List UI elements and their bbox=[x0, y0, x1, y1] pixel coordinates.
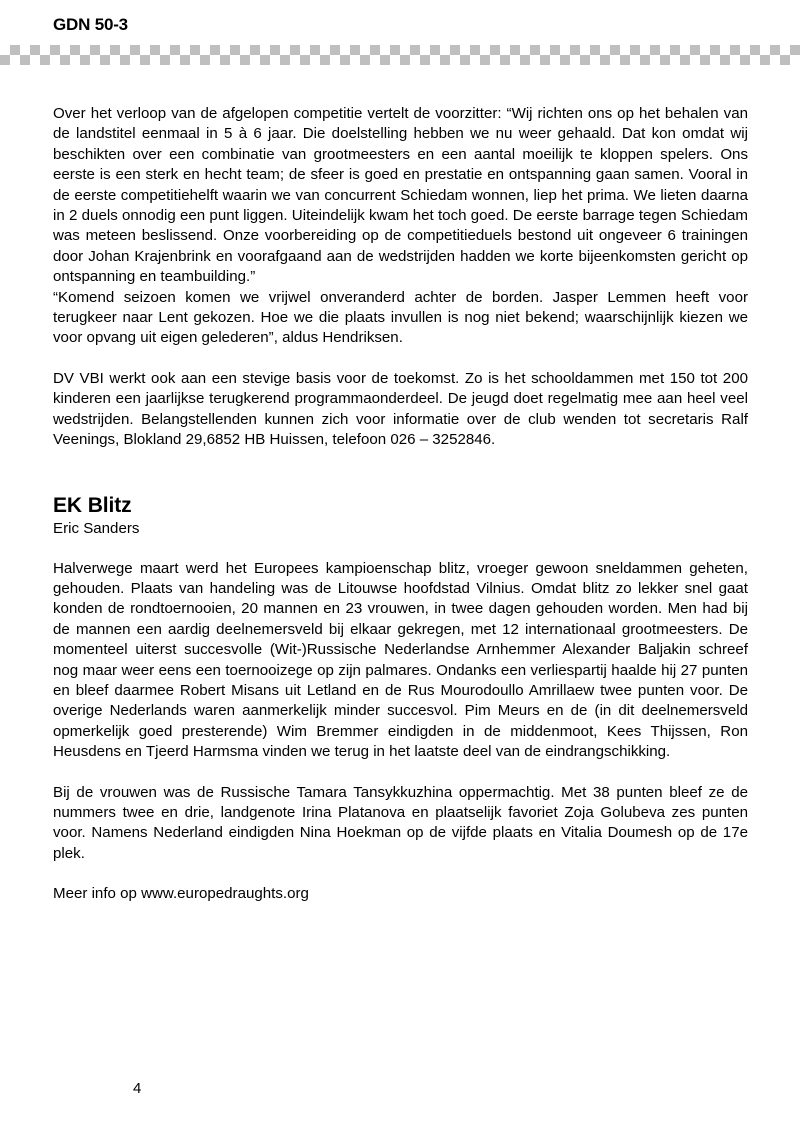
paragraph-next-season-quote: “Komend seizoen komen we vrijwel onveranderd achter de borden. Jasper Lemmen heeft voor terugkeer naar Lent gekozen. Hoe we die plaats invullen is nog niet bekend; waarschijnlijk kiezen we voor opvang uit eigen gelederen”, aldus Hendriksen. bbox=[53, 288, 748, 347]
paragraph-competition-review: Over het verloop van de afgelopen competitie vertelt de voorzitter: “Wij richten ons op het behalen van de landstitel eenmaal in 5 à 6 jaar. Die doelstelling hebben we nu weer gehaald. Dat kon omdat wij beschikten over een combinatie van grootmeesters en een aantal moeilijk te kloppen spelers. Ons eerste is een sterk en hecht team; de sfeer is goed en prestatie en ontspanning gaan samen. Vooral in de eerste competitiehelft waarin we van concurrent Schiedam wonnen, liep het prima. We lieten daarna in 2 duels onnodig een punt liggen. Uiteindelijk kwam het toch goed. De eerste barrage tegen Schiedam was meteen beslissend. Onze voorbereiding op de competitieduels bestond uit ongeveer 6 trainingen door Johan Krajenbrink en voorafgaand aan de wedstrijden hadden we korte bijeenkomsten gericht op ontspanning en teambuilding.” bbox=[53, 105, 748, 286]
page-number: 4 bbox=[133, 1080, 142, 1097]
checkerboard-divider bbox=[0, 45, 800, 65]
byline-spacer bbox=[53, 539, 748, 559]
paragraph-mens-tournament: Halverwege maart werd het Europees kampioenschap blitz, vroeger gewoon sneldammen geheten, gehouden. Plaats van handeling was de Litouwse hoofdstad Vilnius. Omdat blitz zo lekker snel gaat konden de rondtoernooien, 20 mannen en 23 vrouwen, in twee dagen gehouden worden. Men had bij de mannen een aardig deelnemersveld bij elkaar gekregen, met 12 internationaal grootmeesters. De momenteel uiterst succesvolle (Wit-)Russische Nederlandse Arnhemmer Alexander Baljakin schreef nog maar weer eens een toernooizege op zijn palmares. Ondanks een verliespartij haalde hij 27 punten en bleef daarmee Robert Misans uit Letland en de Rus Mourodoullo Amrillaew twee punten voor. De overige Nederlands waren aanmerkelijk minder succesvol. Pim Meurs en de (in dit deelnemersveld opmerkelijk goed presterende) Wim Bremmer eindigden in de middenmoot, Kees Thijssen, Ron Heusdens en Tjeerd Harmsma vinden we terug in het laatste deel van de eindrangschikking. bbox=[53, 559, 748, 761]
section-heading-ek-blitz: EK Blitz bbox=[53, 493, 132, 517]
paragraph-womens-tournament: Bij de vrouwen was de Russische Tamara Tansykkuzhina oppermachtig. Met 38 punten bleef ze de nummers twee en drie, landgenote Irina Platanova en plaatselijk favoriet Zoja Golubeva zes punten voor. Namens Nederland eindigden Nina Hoekman op de vijfde plaats en Vitalia Doumesh op de 17e plek. bbox=[53, 783, 748, 862]
more-info-line: Meer info op www.europedraughts.org bbox=[53, 885, 309, 903]
document-content bbox=[53, 104, 748, 905]
paragraph-spacer-3 bbox=[53, 864, 748, 884]
paragraph-spacer bbox=[53, 349, 748, 369]
section-byline-author: Eric Sanders bbox=[53, 519, 140, 537]
section-spacer bbox=[53, 451, 748, 493]
paragraph-club-future: DV VBI werkt ook aan een stevige basis voor de toekomst. Zo is het schooldammen met 150 tot 200 kinderen een jaarlijkse terugkerend programmaonderdeel. De jeugd doet regelmatig mee aan heel veel wedstrijden. Belangstellenden kunnen zich voor informatie over de club wenden tot secretaris Ralf Veenings, Blokland 29,6852 HB Huissen, telefoon 026 – 3252846. bbox=[53, 369, 748, 449]
paragraph-spacer-2 bbox=[53, 763, 748, 783]
page-header-title: GDN 50-3 bbox=[53, 15, 128, 34]
